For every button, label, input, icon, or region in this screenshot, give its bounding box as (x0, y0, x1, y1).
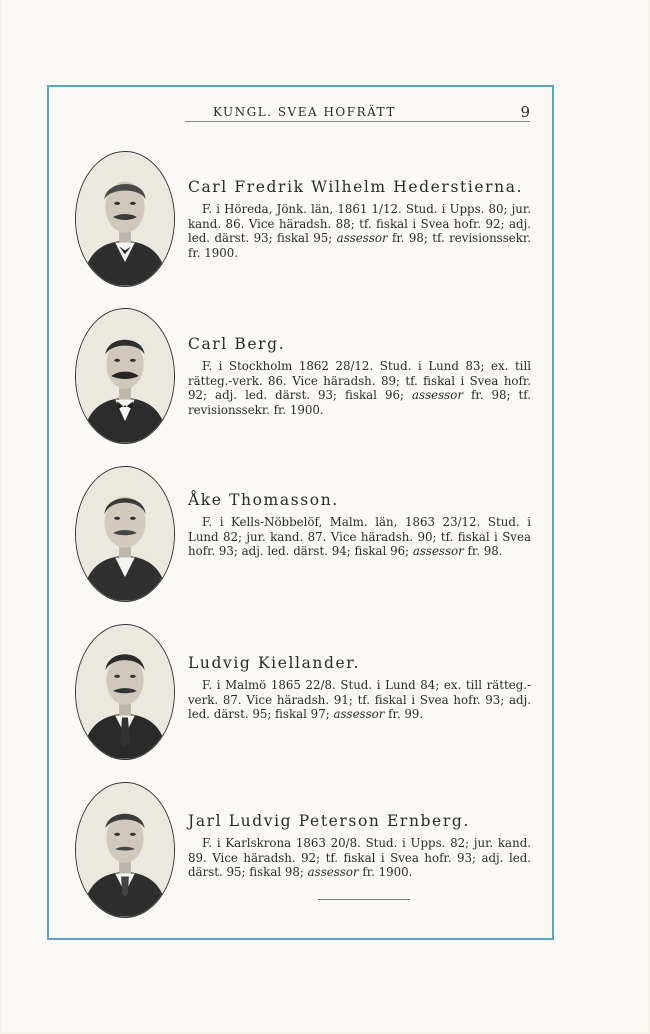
person-name: Carl Fredrik Wilhelm Hederstierna. (188, 178, 524, 196)
portrait-figure (76, 783, 174, 917)
person-name: Åke Thomasson. (188, 491, 339, 509)
running-title: KUNGL. SVEA HOFRÄTT (213, 105, 396, 119)
portrait-figure (76, 625, 174, 759)
biography-text: F. i Stockholm 1862 28/12. Stud. i Lund 83; ex. till rätteg.-verk. 86. Vice häradsh. 89; tf. fiskal i Svea hofr. 92; adj. led. därst. 93; fiskal 96; assessor fr. 98; tf. revisionssekr. fr. 1900. (188, 359, 531, 417)
biography-text: F. i Karlskrona 1863 20/8. Stud. i Upps. 82; jur. kand. 89. Vice häradsh. 92; tf. fiskal i Svea hofr. 93; adj. led. därst. 95; fiskal 98; assessor fr. 1900. (188, 836, 531, 880)
biography-text-block (188, 654, 531, 722)
biography-text-block (188, 812, 531, 880)
portrait-figure (76, 467, 174, 601)
person-name: Ludvig Kiellander. (188, 654, 361, 672)
portrait-photo (75, 151, 175, 287)
header-rule (185, 121, 530, 122)
portrait-photo (75, 308, 175, 444)
biography-text-block (188, 335, 531, 417)
biography-text: F. i Kells-Nöbbelöf, Malm. län, 1863 23/12. Stud. i Lund 82; jur. kand. 87. Vice häradsh. 90; tf. fiskal i Svea hofr. 93; adj. led. därst. 94; fiskal 96; assessor fr. 98. (188, 515, 531, 559)
portrait-figure (76, 152, 174, 286)
biography-text: F. i Malmö 1865 22/8. Stud. i Lund 84; ex. till rätteg.-verk. 87. Vice häradsh. 91; tf. fiskal i Svea hofr. 93; adj. led. därst. 95; fiskal 97; assessor fr. 99. (188, 678, 531, 722)
person-name: Jarl Ludvig Peterson Ernberg. (188, 812, 470, 830)
person-name: Carl Berg. (188, 335, 286, 353)
biography-text-block (188, 178, 531, 260)
portrait-photo (75, 466, 175, 602)
biography-text-block (188, 491, 531, 559)
portrait-photo (75, 782, 175, 918)
page-number: 9 (520, 103, 530, 121)
portrait-photo (75, 624, 175, 760)
portrait-figure (76, 309, 174, 443)
biography-text: F. i Höreda, Jönk. län, 1861 1/12. Stud. i Upps. 80; jur. kand. 86. Vice häradsh. 88; tf. fiskal i Svea hofr. 92; adj. led. därst. 93; fiskal 95; assessor fr. 98; tf. revisionssekr. fr. 1900. (188, 202, 532, 260)
end-rule (318, 899, 410, 900)
